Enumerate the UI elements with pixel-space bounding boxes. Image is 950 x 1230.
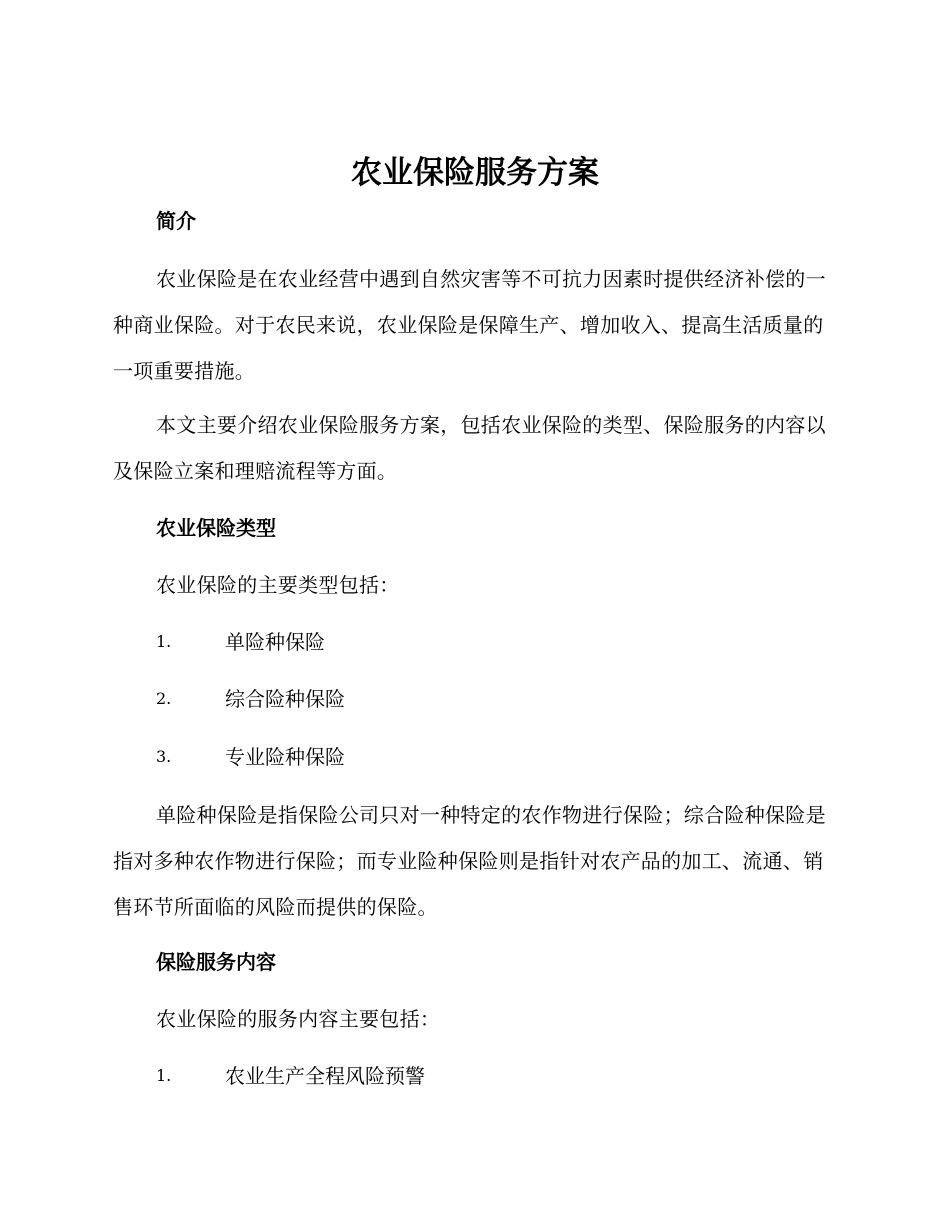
list-text: 农业生产全程风险预警 <box>225 1064 425 1088</box>
types-explanation-paragraph: 单险种保险是指保险公司只对一种特定的农作物进行保险；综合险种保险是指对多种农作物进行保险；而专业险种保险则是指针对农产品的加工、流通、销售环节所面临的风险而提供的保险。 <box>113 803 826 919</box>
intro-paragraph-1: 农业保险是在农业经营中遇到自然灾害等不可抗力因素时提供经济补偿的一种商业保险。对于农民来说，农业保险是保障生产、增加收入、提高生活质量的一项重要措施。 <box>113 267 826 383</box>
section-heading-intro: 简介 <box>156 209 196 233</box>
types-lead-text: 农业保险的主要类型包括： <box>156 573 400 597</box>
list-number: 2. <box>156 689 172 708</box>
list-text: 专业险种保险 <box>225 745 345 769</box>
list-text: 单险种保险 <box>225 630 325 654</box>
list-number: 3. <box>156 747 172 766</box>
list-number: 1. <box>156 1066 172 1085</box>
list-number: 1. <box>156 632 172 651</box>
section-heading-types: 农业保险类型 <box>156 516 276 540</box>
document-title: 农业保险服务方案 <box>351 155 599 191</box>
list-text: 综合险种保险 <box>225 687 345 711</box>
intro-paragraph-2: 本文主要介绍农业保险服务方案，包括农业保险的类型、保险服务的内容以及保险立案和理赔流程等方面。 <box>113 413 826 483</box>
services-lead-text: 农业保险的服务内容主要包括： <box>156 1007 441 1031</box>
section-heading-services: 保险服务内容 <box>156 950 276 974</box>
